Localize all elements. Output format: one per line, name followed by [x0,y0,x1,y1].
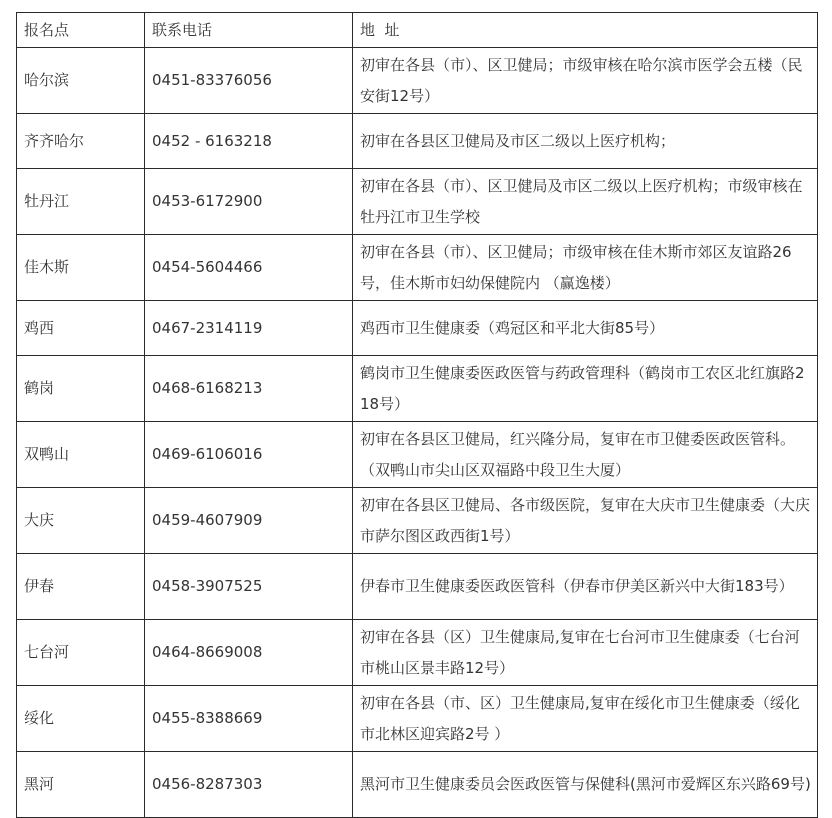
table-row [17,488,818,554]
site-cell: 哈尔滨 [17,48,145,114]
table-row [17,554,818,620]
table-row [17,620,818,686]
table-row [17,235,818,301]
phone-cell: 0455-8388669 [145,686,353,752]
site-cell: 双鸭山 [17,422,145,488]
header-site: 报名点 [17,13,145,48]
table-header-row [17,13,818,48]
address-cell: 黑河市卫生健康委员会医政医管与保健科(黑河市爱辉区东兴路69号) [353,752,818,818]
address-cell: 初审在各县（市、区）卫生健康局,复审在绥化市卫生健康委（绥化市北林区迎宾路2号 ） [353,686,818,752]
address-cell: 初审在各县（市）、区卫健局；市级审核在佳木斯市郊区友谊路26号，佳木斯市妇幼保健院内 （赢逸楼） [353,235,818,301]
phone-cell: 0459-4607909 [145,488,353,554]
table-row [17,752,818,818]
address-cell: 初审在各县（区）卫生健康局,复审在七台河市卫生健康委（七台河市桃山区景丰路12号） [353,620,818,686]
phone-cell: 0468-6168213 [145,356,353,422]
phone-cell: 0453-6172900 [145,169,353,235]
phone-cell: 0454-5604466 [145,235,353,301]
address-cell: 初审在各县（市）、区卫健局；市级审核在哈尔滨市医学会五楼（民安街12号） [353,48,818,114]
site-cell: 佳木斯 [17,235,145,301]
address-cell: 鸡西市卫生健康委（鸡冠区和平北大街85号） [353,301,818,356]
address-cell: 初审在各县区卫健局及市区二级以上医疗机构； [353,114,818,169]
phone-cell: 0451-83376056 [145,48,353,114]
site-cell: 鹤岗 [17,356,145,422]
site-cell: 大庆 [17,488,145,554]
site-cell: 伊春 [17,554,145,620]
table-row [17,422,818,488]
registration-sites-table [16,12,818,818]
table-row [17,169,818,235]
site-cell: 七台河 [17,620,145,686]
site-cell: 黑河 [17,752,145,818]
table-row [17,686,818,752]
address-cell: 伊春市卫生健康委医政医管科（伊春市伊美区新兴中大街183号） [353,554,818,620]
address-cell: 鹤岗市卫生健康委医政医管与药政管理科（鹤岗市工农区北红旗路218号） [353,356,818,422]
site-cell: 牡丹江 [17,169,145,235]
address-cell: 初审在各县区卫健局，红兴隆分局，复审在市卫健委医政医管科。（双鸭山市尖山区双福路中段卫生大厦） [353,422,818,488]
phone-cell: 0464-8669008 [145,620,353,686]
phone-cell: 0458-3907525 [145,554,353,620]
phone-cell: 0456-8287303 [145,752,353,818]
table-row [17,301,818,356]
phone-cell: 0469-6106016 [145,422,353,488]
address-cell: 初审在各县区卫健局、各市级医院，复审在大庆市卫生健康委（大庆市萨尔图区政西街1号） [353,488,818,554]
address-cell: 初审在各县（市）、区卫健局及市区二级以上医疗机构；市级审核在牡丹江市卫生学校 [353,169,818,235]
table-row [17,48,818,114]
site-cell: 鸡西 [17,301,145,356]
phone-cell: 0467-2314119 [145,301,353,356]
header-phone: 联系电话 [145,13,353,48]
site-cell: 齐齐哈尔 [17,114,145,169]
site-cell: 绥化 [17,686,145,752]
table-row [17,114,818,169]
table-row [17,356,818,422]
phone-cell: 0452 - 6163218 [145,114,353,169]
header-address: 地 址 [353,13,818,48]
